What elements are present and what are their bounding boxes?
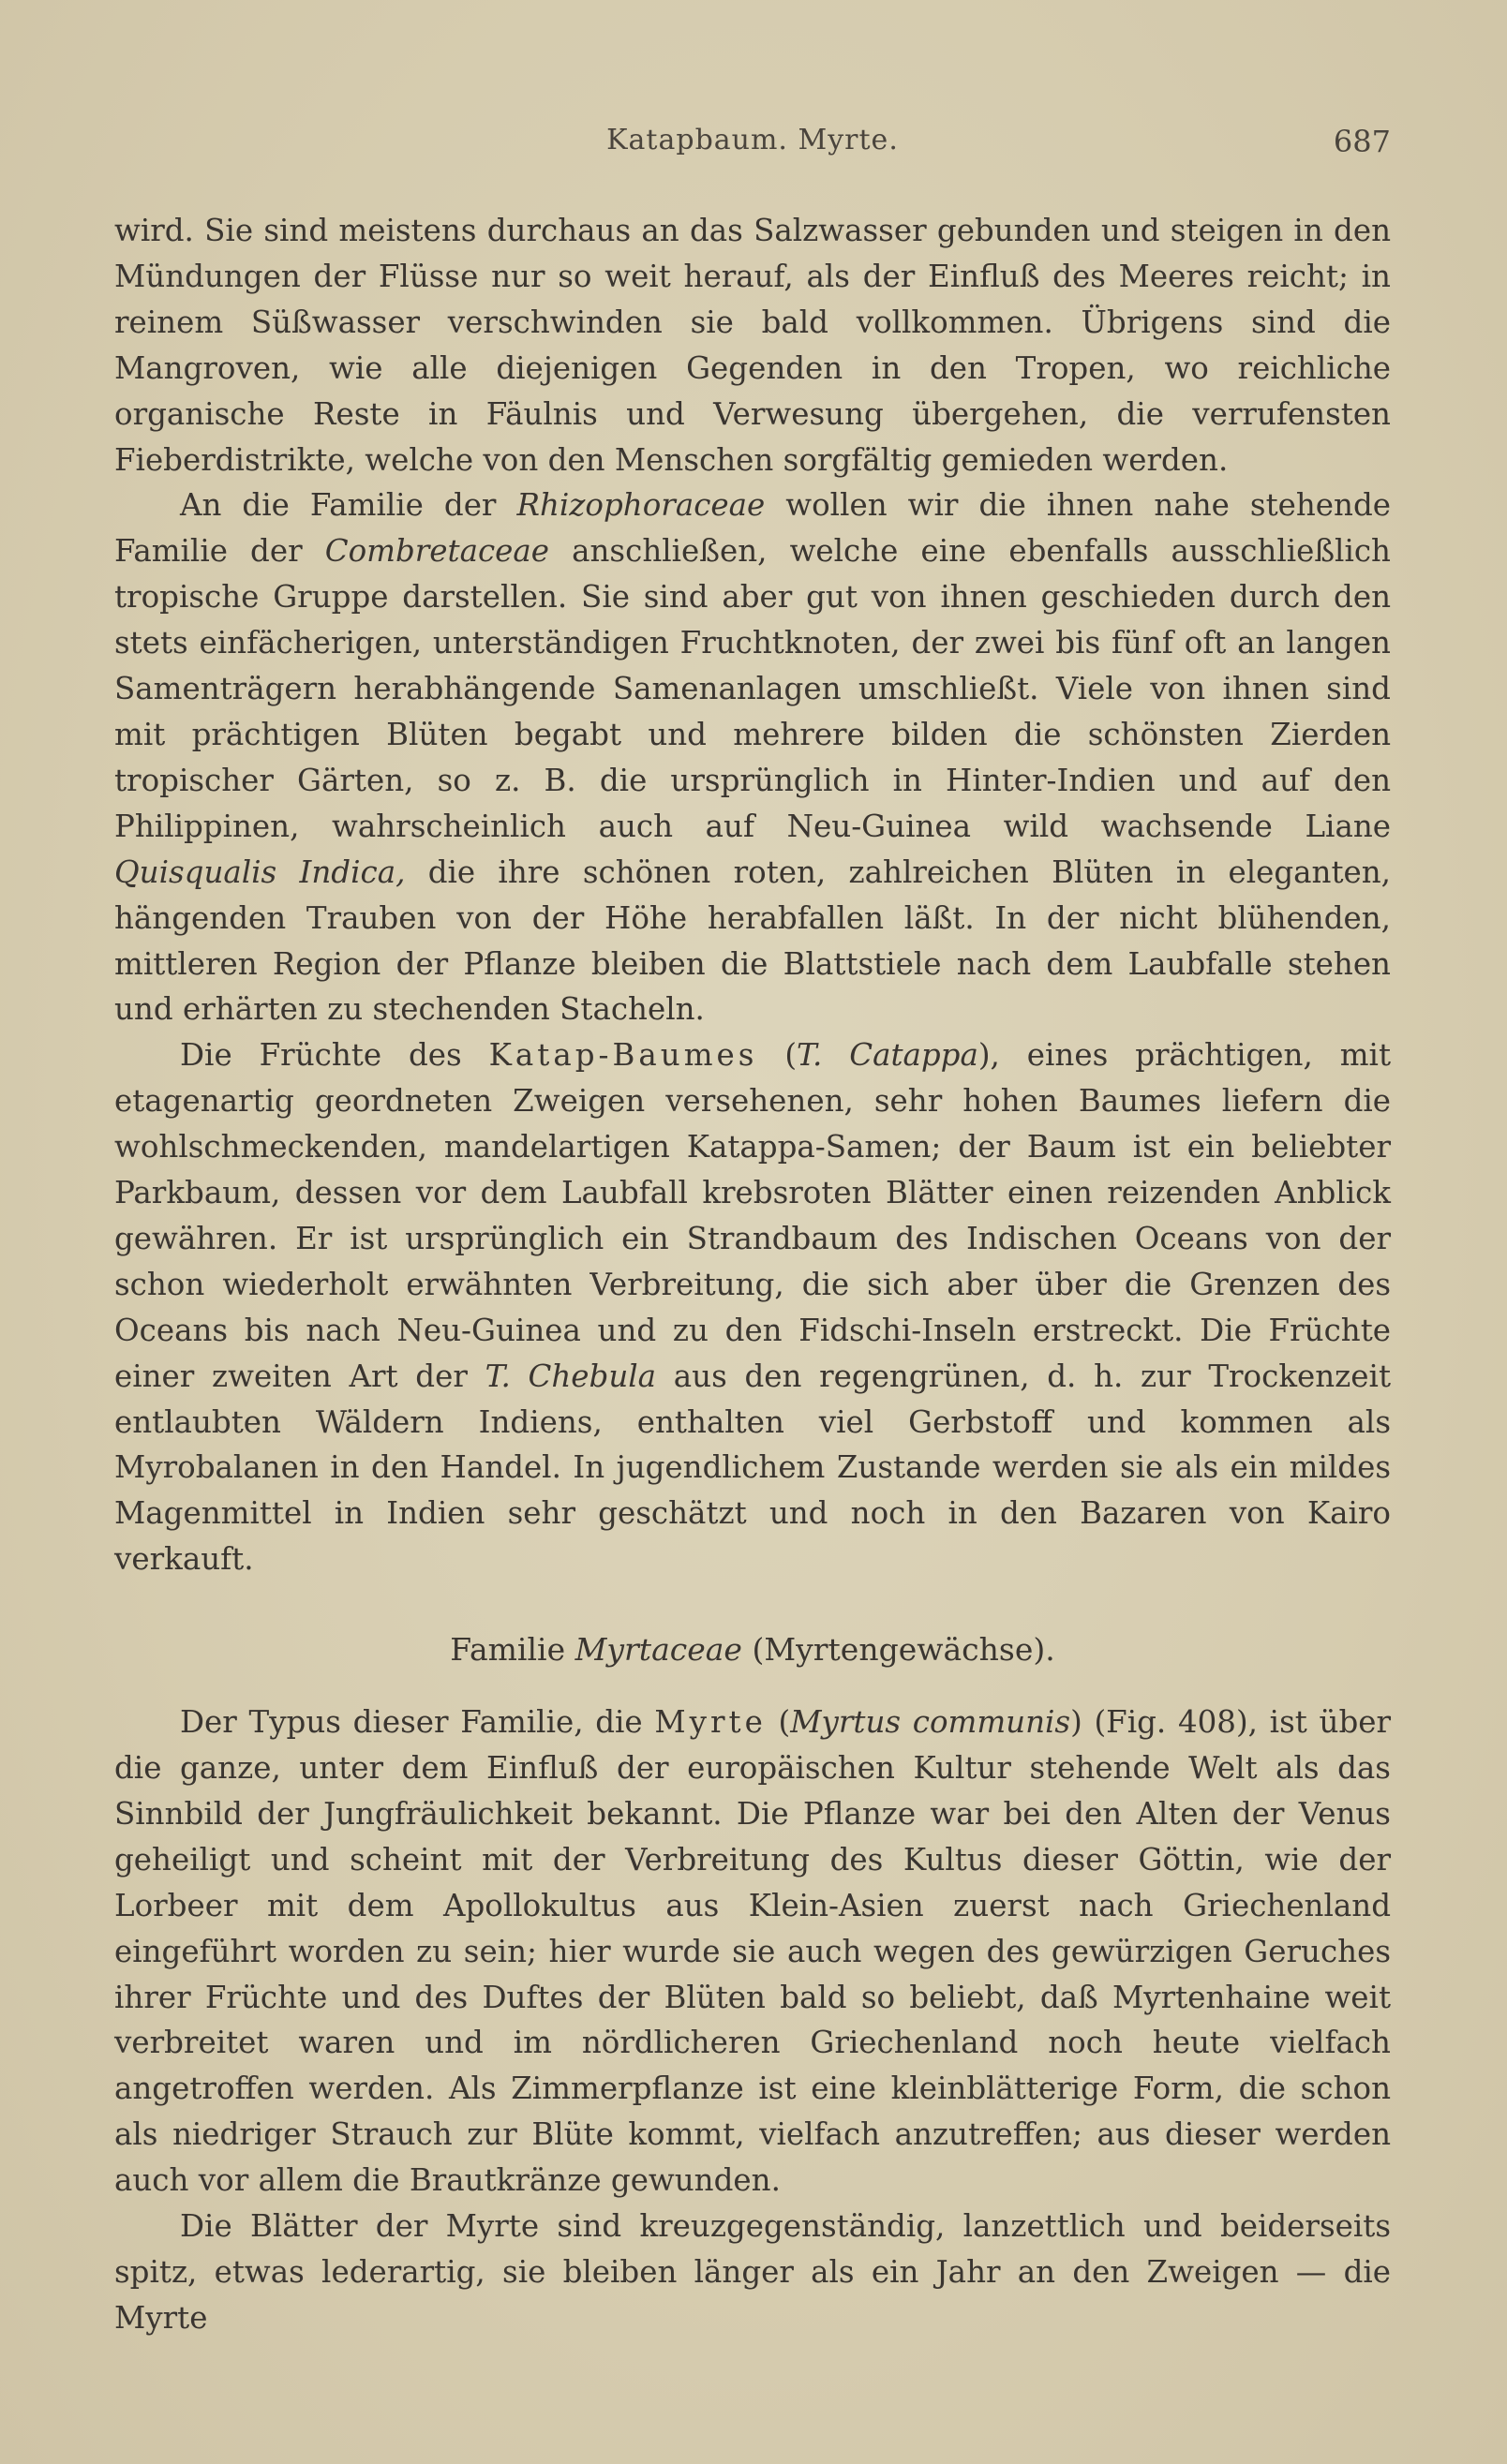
running-title: Katapbaum. Myrte. [606,124,899,156]
text-run: ( [757,1037,798,1074]
page-header [114,124,1391,171]
paragraph-mangroves: wird. Sie sind meistens durchaus an das Salzwasser gebunden und steigen in den Mündungen der Flüsse nur so weit herauf, als der Einfluß des Meeres reicht; in reinem Süßwasser verschwinden sie bald vollkommen. Übrigens sind die Mangroven, wie alle diejenigen Gegenden in den Tropen, wo reichliche organische Reste in Fäulnis und Verwesung übergehen, die verrufensten Fieberdistrikte, welche von den Menschen sorgfältig gemieden werden. [114,213,1391,478]
page-number: 687 [1333,124,1391,159]
emphasized-term: Myrte [654,1704,767,1741]
taxon-name: Rhizophoraceae [516,487,766,524]
text-run: anschließen, welche eine ebenfalls ausschließlich tropische Gruppe darstellen. Sie sind aber gut von ihnen geschieden durch den stets einfächerigen, unterständigen Fruchtknoten, der zwei bis fünf oft an langen Samenträgern herabhängende Samenanlagen umschließt. Viele von ihnen sind mit prächtigen Blüten begabt und mehrere bilden die schönsten Zierden tropischer Gärten, so z. B. die ursprünglich in Hinter-Indien und auf den Philippinen, wahrscheinlich auch auf Neu-Guinea wild wachsende Liane [114,533,1391,844]
text-run: ), eines prächtigen, mit etagenartig geordneten Zweigen versehenen, sehr hohen Baumes liefern die wohlschmeckenden, mandelartigen Katappa-Samen; der Baum ist ein beliebter Parkbaum, dessen vor dem Laubfall krebsroten Blätter einen reizenden Anblick gewähren. Er ist ursprünglich ein Strandbaum des Indischen Oceans von der schon wiederholt erwähnten Verbreitung, die sich aber über die Grenzen des Oceans bis nach Neu-Guinea und zu den Fidschi-Inseln erstreckt. Die Früchte einer zweiten Art der [114,1037,1392,1394]
taxon-name: Combretaceae [324,533,550,570]
taxon-name: T. Catappa [797,1037,978,1074]
paragraph-myrte-leaves: Die Blätter der Myrte sind kreuzgegenständig, lanzettlich und beiderseits spitz, etwas lederartig, sie bleiben länger als ein Jahr an den Zweigen — die Myrte [114,2208,1391,2336]
taxon-name: Myrtus communis [790,1704,1071,1741]
body-text [114,208,1391,2341]
text-run: Der Typus dieser Familie, die [180,1704,655,1741]
paragraph-katap-baum [114,1032,1391,1582]
text-run: Die Früchte des [180,1037,489,1074]
text-run: die ihre schönen roten, zahlreichen Blüten in eleganten, hängenden Trauben von der Höhe herabfallen läßt. In der nicht blühenden, mittleren Region der Pflanze bleiben die Blattstiele nach dem Laubfalle stehen und erhärten zu stechenden Stacheln. [114,853,1391,1028]
text-run: ( [766,1704,791,1741]
taxon-name: Myrtaceae [574,1631,742,1669]
taxon-name: T. Chebula [485,1358,657,1394]
emphasized-term: Katap-Baumes [488,1037,758,1074]
text-run: Familie [450,1631,575,1669]
taxon-name: Quisqualis Indica, [114,853,406,890]
text-run: wollen wir die ihnen nahe stehende Familie der [114,487,1391,570]
section-heading [114,1627,1391,1673]
text-run: (Myrtengewächse). [741,1631,1055,1669]
text-run: aus den regengrünen, d. h. zur Trockenzeit entlaubten Wäldern Indiens, enthalten viel Gerbstoff und kommen als Myrobalanen in den Handel. In jugendlichem Zustande werden sie als ein mildes Magenmittel in Indien sehr geschätzt und noch in den Bazaren von Kairo verkauft. [114,1358,1391,1578]
text-run: An die Familie der [180,487,517,524]
paragraph-combretaceae [114,482,1391,1032]
paragraph-myrte [114,1700,1391,2204]
text-run: ) (Fig. 408), ist über die ganze, unter dem Einfluß der europäischen Kultur stehende Welt als das Sinnbild der Jungfräulichkeit bekannt. Die Pflanze war bei den Alten der Venus geheiligt und scheint mit der Verbreitung des Kultus dieser Göttin, wie der Lorbeer mit dem Apollokultus aus Klein-Asien zuerst nach Griechenland eingeführt worden zu sein; hier wurde sie auch wegen des gewürzigen Geruches ihrer Früchte und des Duftes der Blüten bald so beliebt, daß Myrtenhaine weit verbreitet waren und im nördlicheren Griechenland noch heute vielfach angetroffen werden. Als Zimmerpflanze ist eine kleinblätterige Form, die schon als niedriger Strauch zur Blüte kommt, vielfach anzutreffen; aus dieser werden auch vor allem die Brautkränze gewunden. [114,1704,1392,2199]
